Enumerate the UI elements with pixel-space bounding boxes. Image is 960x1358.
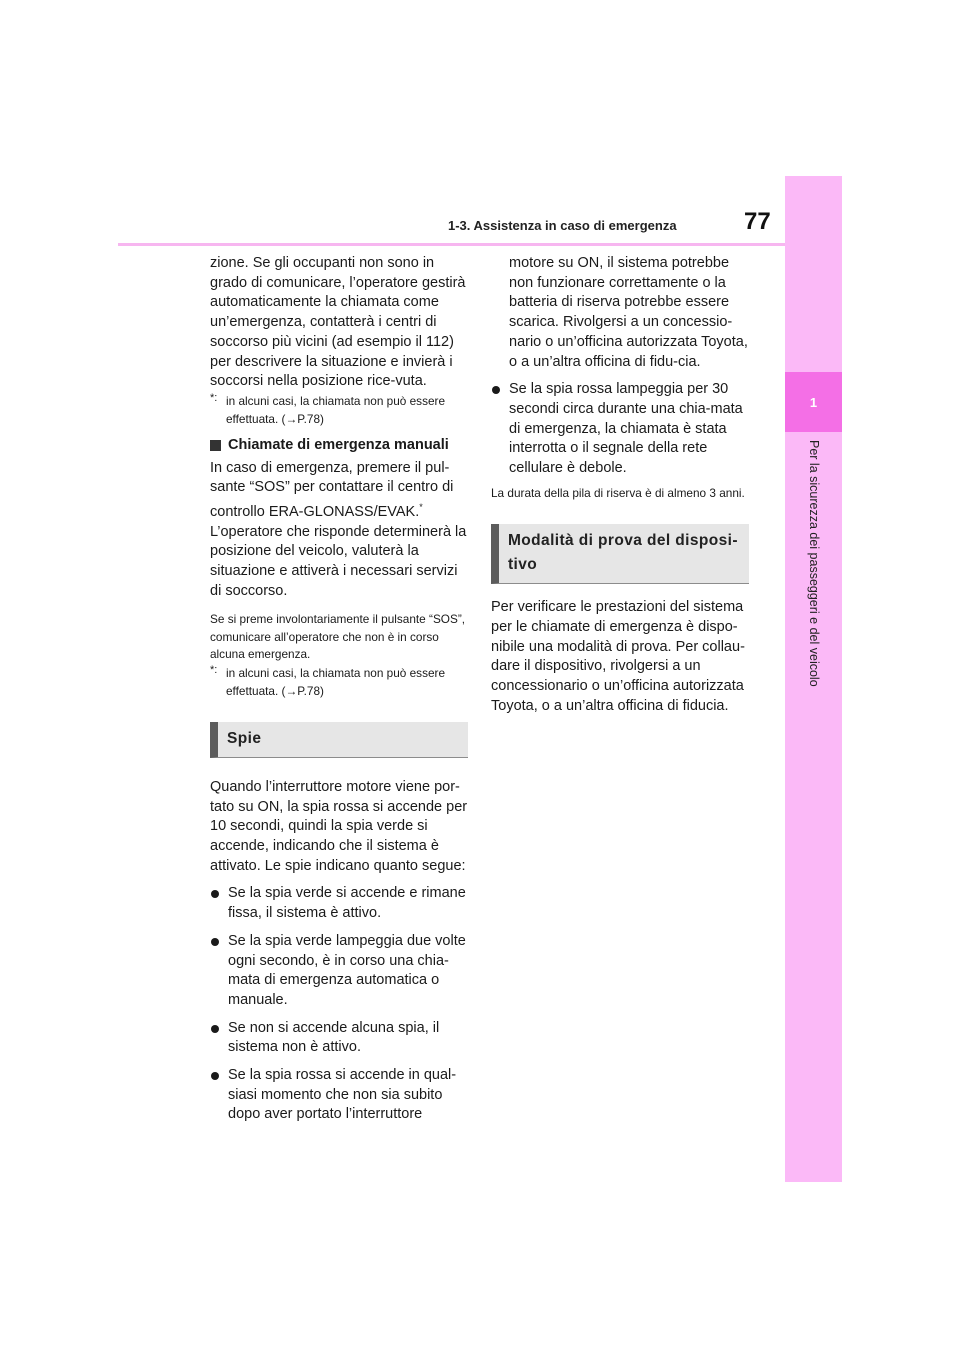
chapter-tab[interactable]: 1 — [785, 372, 842, 432]
subheading — [210, 436, 468, 456]
list-item: Se la spia verde si accende e rimane fissa, il sistema è attivo. — [210, 884, 468, 923]
header-rule — [118, 243, 785, 246]
paragraph: zione. Se gli occupanti non sono in grado di comunicare, l’operatore gestirà automaticamente la chiamata come un’emergenza, contatterà i centri di soccorso più vicini (ad esempio il 112) per descrivere la situazione e invierà i soccorsi nella posizione rice-vuta. — [210, 255, 466, 390]
note: La durata della pila di riserva è di almeno 3 anni. — [491, 485, 745, 500]
chapter-label-text: Per la sicurezza dei passeggeri e del veicolo — [807, 440, 821, 687]
header-title: 1-3. Assistenza in caso di emergenza — [448, 218, 677, 233]
note: Se si preme involontariamente il pulsante “SOS”, comunicare all’operatore che non è in corso alcuna emergenza. — [210, 612, 466, 662]
footnote — [210, 664, 468, 700]
list-item: Se non si accende alcuna spia, il sistema non è attivo. — [210, 1019, 468, 1058]
footnote-text: in alcuni casi, la chiamata non può essere effettuata. (→P.78) — [226, 393, 446, 426]
footnote-mark: *: — [210, 391, 218, 404]
bullet-list — [491, 380, 749, 479]
square-bullet-icon — [210, 440, 221, 451]
right-column — [491, 254, 749, 716]
paragraph — [210, 459, 468, 523]
list-item: Se la spia verde lampeggia due volte ogni secondo, è in corso una chia-mata di emergenza automatica o manuale. — [210, 932, 468, 1011]
paragraph: Per verificare le prestazioni del sistema per le chiamate di emergenza è dispo-nibile una modalità di prova. Per collau-dare il dispositivo, rivolgersi a un concessionario o un’officina autorizzata Toyota, o a un’altra officina di fiducia. — [491, 599, 745, 714]
page-number: 77 — [744, 208, 771, 235]
footnote-text: in alcuni casi, la chiamata non può essere effettuata. (→P.78) — [226, 665, 446, 698]
chapter-label — [785, 440, 842, 740]
left-column — [210, 254, 468, 1125]
bullet-list — [210, 884, 468, 1125]
paragraph: L’operatore che risponde determinerà la posizione del veicolo, valuterà la situazione e attiverà i necessari servizi di soccorso. — [210, 523, 467, 599]
footnote-ref: * — [419, 502, 423, 513]
section-heading: Modalità di prova del disposi-tivo — [491, 524, 749, 584]
section-heading: Spie — [210, 722, 468, 758]
footnote — [210, 392, 468, 428]
paragraph: Quando l’interruttore motore viene por-tato su ON, la spia rossa si accende per 10 secondi, quindi la spia verde si accende, indicando che il sistema è attivato. Le spie indicano quanto segue: — [210, 778, 468, 874]
footnote-mark: *: — [210, 663, 218, 676]
subheading-text: Chiamate di emergenza manuali — [228, 436, 449, 453]
paragraph: motore su ON, il sistema potrebbe non funzionare correttamente o la batteria di riserva potrebbe essere scarica. Rivolgersi a un concessio-nario o un’officina autorizzata Toyota, o a un’altra officina di fidu-cia. — [509, 255, 748, 370]
list-item: Se la spia rossa lampeggia per 30 secondi circa durante una chia-mata di emergenza, la chiamata è stata interrotta o il segnale della rete cellulare è debole. — [491, 380, 749, 479]
list-item: Se la spia rossa si accende in qual-siasi momento che non sia subito dopo aver portato l’interruttore — [210, 1066, 468, 1125]
paragraph-text: In caso di emergenza, premere il pul-sante “SOS” per contattare il centro di controllo ERA-GLONASS/EVAK. — [210, 459, 454, 520]
